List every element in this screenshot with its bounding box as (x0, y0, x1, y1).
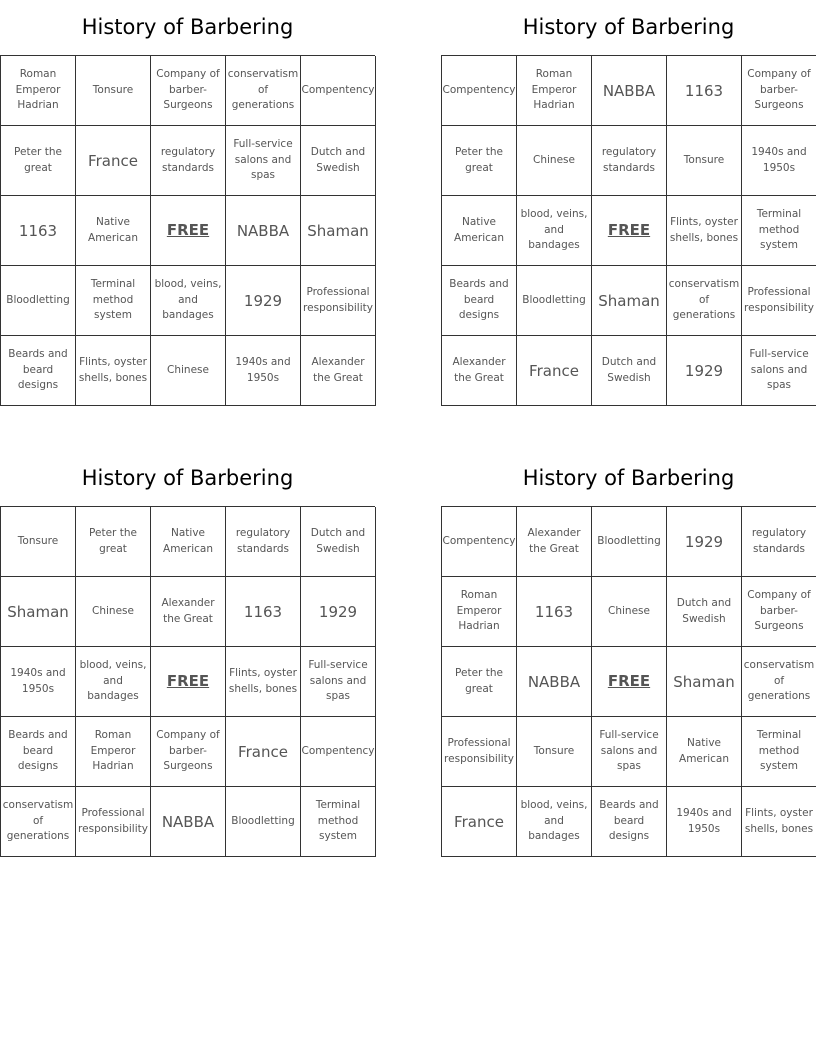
bingo-cell: Peter the great (1, 126, 76, 196)
bingo-cell: Terminal method system (76, 266, 151, 336)
bingo-cell: Company of barber-Surgeons (151, 56, 226, 126)
bingo-cell: Professional responsibility (442, 717, 517, 787)
bingo-cell: regulatory standards (592, 126, 667, 196)
bingo-cell: Tonsure (517, 717, 592, 787)
bingo-cell: Peter the great (442, 647, 517, 717)
bingo-cell: Dutch and Swedish (301, 507, 376, 577)
bingo-card-2 (441, 0, 816, 406)
bingo-cell: Compentency (301, 717, 376, 787)
bingo-cell: Beards and beard designs (592, 787, 667, 857)
bingo-cell: France (226, 717, 301, 787)
bingo-cell: 1163 (517, 577, 592, 647)
bingo-cell: Peter the great (76, 507, 151, 577)
bingo-cell: Compentency (301, 56, 376, 126)
bingo-cell: Alexander the Great (517, 507, 592, 577)
bingo-cell: Tonsure (76, 56, 151, 126)
bingo-cell: Roman Emperor Hadrian (76, 717, 151, 787)
bingo-cell: Shaman (592, 266, 667, 336)
bingo-cell: NABBA (592, 56, 667, 126)
bingo-cell: 1929 (301, 577, 376, 647)
bingo-cell: Company of barber-Surgeons (742, 577, 816, 647)
bingo-card-3 (0, 451, 375, 857)
bingo-cell: Company of barber-Surgeons (151, 717, 226, 787)
bingo-cell: Professional responsibility (76, 787, 151, 857)
bingo-cell: NABBA (151, 787, 226, 857)
bingo-card-1 (0, 0, 375, 406)
bingo-cell: Tonsure (1, 507, 76, 577)
bingo-cell: blood, veins, and bandages (517, 196, 592, 266)
bingo-cell: 1929 (226, 266, 301, 336)
bingo-cell: Shaman (301, 196, 376, 266)
bingo-grid (441, 55, 816, 406)
bingo-cell: Bloodletting (1, 266, 76, 336)
bingo-cell: Shaman (667, 647, 742, 717)
bingo-cell: Native American (667, 717, 742, 787)
bingo-cell: Professional responsibility (301, 266, 376, 336)
bingo-cell: Terminal method system (742, 196, 816, 266)
bingo-cell: Flints, oyster shells, bones (667, 196, 742, 266)
bingo-cell: Chinese (592, 577, 667, 647)
bingo-cell: 1940s and 1950s (667, 787, 742, 857)
bingo-card-4 (441, 451, 816, 857)
free-space: FREE (151, 647, 226, 717)
bingo-cell: Beards and beard designs (1, 336, 76, 406)
bingo-cell: France (76, 126, 151, 196)
bingo-cell: France (517, 336, 592, 406)
bingo-cell: Bloodletting (226, 787, 301, 857)
bingo-cell: 1163 (1, 196, 76, 266)
bingo-cell: 1940s and 1950s (1, 647, 76, 717)
bingo-cell: blood, veins, and bandages (517, 787, 592, 857)
bingo-cell: NABBA (226, 196, 301, 266)
card-title: History of Barbering (522, 466, 735, 490)
bingo-cell: Alexander the Great (301, 336, 376, 406)
card-title: History of Barbering (522, 15, 735, 39)
bingo-cell: conservatism of generations (742, 647, 816, 717)
bingo-cell: Terminal method system (742, 717, 816, 787)
bingo-cell: Dutch and Swedish (667, 577, 742, 647)
bingo-cell: Chinese (151, 336, 226, 406)
bingo-cell: Compentency (442, 56, 517, 126)
bingo-cell: Professional responsibility (742, 266, 816, 336)
card-title: History of Barbering (81, 466, 294, 490)
bingo-cell: Dutch and Swedish (301, 126, 376, 196)
bingo-cell: Dutch and Swedish (592, 336, 667, 406)
bingo-cell: Native American (76, 196, 151, 266)
bingo-cell: France (442, 787, 517, 857)
bingo-cell: Roman Emperor Hadrian (1, 56, 76, 126)
bingo-cell: Peter the great (442, 126, 517, 196)
free-space: FREE (592, 647, 667, 717)
bingo-cell: NABBA (517, 647, 592, 717)
bingo-cell: 1940s and 1950s (742, 126, 816, 196)
card-title: History of Barbering (81, 15, 294, 39)
bingo-cell: blood, veins, and bandages (151, 266, 226, 336)
bingo-cell: Beards and beard designs (442, 266, 517, 336)
bingo-cell: Shaman (1, 577, 76, 647)
bingo-cell: 1163 (667, 56, 742, 126)
bingo-cell: Terminal method system (301, 787, 376, 857)
bingo-grid (441, 506, 816, 857)
bingo-cell: Full-service salons and spas (742, 336, 816, 406)
bingo-cell: Chinese (517, 126, 592, 196)
free-space: FREE (592, 196, 667, 266)
bingo-cell: blood, veins, and bandages (76, 647, 151, 717)
bingo-cell: Alexander the Great (442, 336, 517, 406)
bingo-cell: Roman Emperor Hadrian (517, 56, 592, 126)
bingo-cell: Tonsure (667, 126, 742, 196)
bingo-cell: 1929 (667, 336, 742, 406)
bingo-cell: regulatory standards (151, 126, 226, 196)
bingo-cell: 1929 (667, 507, 742, 577)
bingo-cell: 1163 (226, 577, 301, 647)
bingo-cell: Flints, oyster shells, bones (76, 336, 151, 406)
bingo-grid (0, 55, 375, 406)
bingo-cell: conservatism of generations (226, 56, 301, 126)
free-space: FREE (151, 196, 226, 266)
bingo-cell: Bloodletting (517, 266, 592, 336)
bingo-cell: Full-service salons and spas (301, 647, 376, 717)
bingo-cell: Flints, oyster shells, bones (742, 787, 816, 857)
bingo-cell: Roman Emperor Hadrian (442, 577, 517, 647)
bingo-cell: Company of barber-Surgeons (742, 56, 816, 126)
bingo-grid (0, 506, 375, 857)
bingo-cell: Alexander the Great (151, 577, 226, 647)
bingo-cell: Full-service salons and spas (592, 717, 667, 787)
bingo-cell: conservatism of generations (1, 787, 76, 857)
bingo-cell: regulatory standards (226, 507, 301, 577)
bingo-cell: Flints, oyster shells, bones (226, 647, 301, 717)
bingo-cell: Native American (151, 507, 226, 577)
bingo-cell: Full-service salons and spas (226, 126, 301, 196)
bingo-cell: Chinese (76, 577, 151, 647)
bingo-cell: Native American (442, 196, 517, 266)
bingo-cell: Compentency (442, 507, 517, 577)
bingo-cell: Beards and beard designs (1, 717, 76, 787)
bingo-cell: regulatory standards (742, 507, 816, 577)
bingo-cell: conservatism of generations (667, 266, 742, 336)
bingo-cell: 1940s and 1950s (226, 336, 301, 406)
bingo-cell: Bloodletting (592, 507, 667, 577)
